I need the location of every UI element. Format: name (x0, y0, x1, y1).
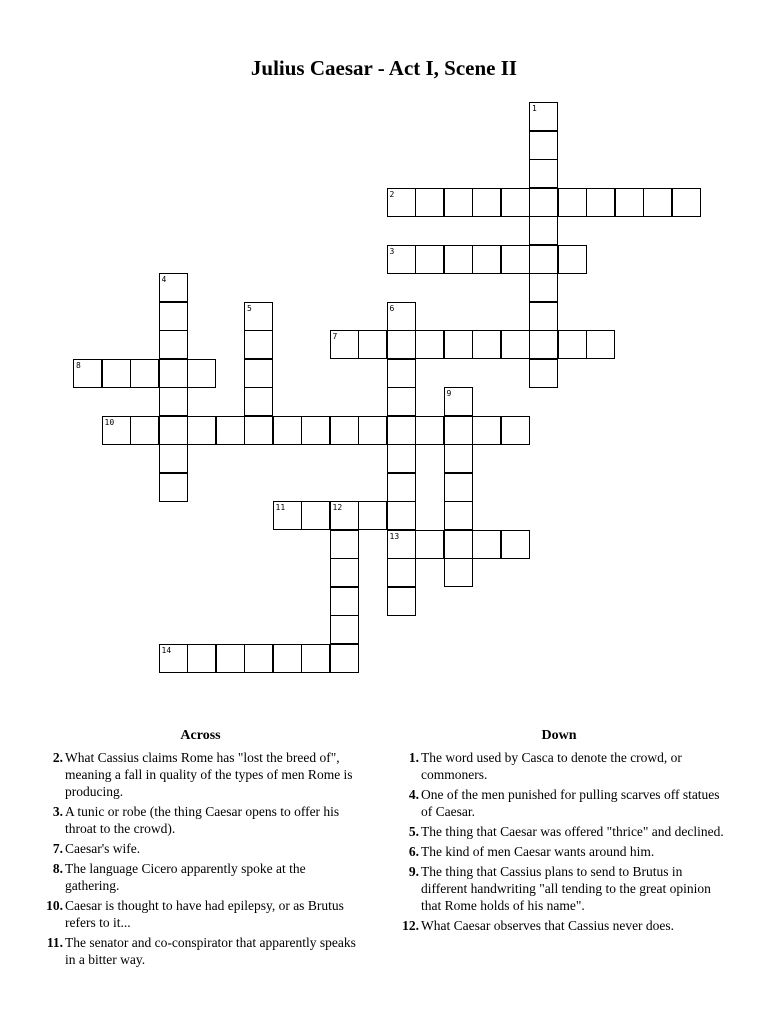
cell-number: 10 (104, 417, 115, 427)
grid-cell[interactable] (444, 444, 473, 473)
grid-cell[interactable] (330, 330, 359, 359)
grid-cell[interactable] (301, 644, 330, 673)
clue-number: 9. (408, 864, 419, 879)
down-clue (394, 863, 724, 914)
grid-cell[interactable] (159, 644, 188, 673)
grid-cell[interactable] (387, 587, 416, 616)
down-clues (394, 728, 724, 937)
clue-text: Caesar's wife. (65, 841, 141, 856)
grid-cell[interactable] (387, 330, 416, 359)
clue-text: The kind of men Caesar wants around him. (421, 844, 655, 859)
clue-number: 10. (46, 898, 63, 913)
down-clue (394, 917, 724, 934)
grid-cell[interactable] (159, 330, 188, 359)
down-clue (394, 823, 724, 840)
grid-cell[interactable] (444, 330, 473, 359)
grid-cell[interactable] (387, 473, 416, 502)
grid-cell[interactable] (130, 359, 159, 388)
grid-cell[interactable] (216, 644, 245, 673)
grid-cell[interactable] (387, 188, 416, 217)
grid-cell[interactable] (187, 644, 216, 673)
grid-cell[interactable] (501, 188, 530, 217)
clue-number: 1. (408, 750, 419, 765)
grid-cell[interactable] (529, 188, 558, 217)
grid-cell[interactable] (330, 587, 359, 616)
grid-cell[interactable] (301, 416, 330, 445)
grid-cell[interactable] (387, 359, 416, 388)
grid-cell[interactable] (330, 416, 359, 445)
down-heading: Down (541, 728, 577, 743)
grid-cell[interactable] (330, 644, 359, 673)
grid-cell[interactable] (330, 530, 359, 559)
grid-cell[interactable] (529, 330, 558, 359)
grid-cell[interactable] (615, 188, 644, 217)
grid-cell[interactable] (244, 644, 273, 673)
clue-text: The thing that Cassius plans to send to Brutus in different handwriting "all tending to the great opinion that Rome holds of his name". (421, 864, 711, 913)
cell-number: 4 (161, 275, 167, 284)
grid-cell[interactable] (159, 473, 188, 502)
cell-number: 7 (332, 332, 338, 341)
grid-cell[interactable] (586, 188, 615, 217)
grid-cell[interactable] (529, 131, 558, 160)
grid-cell[interactable] (415, 245, 444, 274)
clue-number: 11. (46, 935, 63, 950)
grid-cell[interactable] (159, 273, 188, 302)
grid-cell[interactable] (529, 102, 558, 131)
grid-cell[interactable] (102, 416, 131, 445)
grid-cell[interactable] (529, 245, 558, 274)
grid-cell[interactable] (558, 330, 587, 359)
grid-cell[interactable] (130, 416, 159, 445)
across-clue (38, 803, 363, 837)
grid-cell[interactable] (387, 558, 416, 587)
grid-cell[interactable] (330, 558, 359, 587)
across-clue (38, 749, 363, 800)
down-clue (394, 749, 724, 783)
cell-number: 5 (247, 303, 252, 313)
grid-cell[interactable] (472, 245, 501, 274)
clue-text: What Cassius claims Rome has "lost the breed of", meaning a fall in quality of the types of men Rome is producing. (65, 750, 353, 799)
grid-cell[interactable] (159, 359, 188, 388)
grid-cell[interactable] (216, 416, 245, 445)
grid-cell[interactable] (529, 159, 558, 188)
grid-cell[interactable] (244, 302, 273, 331)
clue-text: The language Cicero apparently spoke at the gathering. (65, 861, 306, 893)
grid-cell[interactable] (102, 359, 131, 388)
cell-number: 8 (76, 360, 81, 370)
grid-cell[interactable] (444, 473, 473, 502)
grid-cell[interactable] (273, 416, 302, 445)
grid-cell[interactable] (244, 416, 273, 445)
grid-cell[interactable] (501, 245, 530, 274)
grid-cell[interactable] (301, 501, 330, 530)
down-clue (394, 786, 724, 820)
page-title: Julius Caesar - Act I, Scene II (250, 56, 518, 80)
clue-number: 6. (408, 844, 419, 859)
clue-text: The word used by Casca to denote the crowd, or commoners. (421, 750, 682, 782)
grid-cell[interactable] (244, 387, 273, 416)
grid-cell[interactable] (415, 530, 444, 559)
cell-number: 12 (332, 503, 343, 512)
grid-cell[interactable] (387, 302, 416, 331)
grid-cell[interactable] (444, 188, 473, 217)
grid-cell[interactable] (643, 188, 672, 217)
grid-cell[interactable] (273, 644, 302, 673)
grid-cell[interactable] (244, 330, 273, 359)
grid-cell[interactable] (387, 444, 416, 473)
across-clue (38, 860, 363, 894)
grid-cell[interactable] (472, 530, 501, 559)
cell-number: 13 (389, 531, 400, 541)
cell-number: 3 (389, 246, 395, 256)
clue-number: 3. (52, 804, 63, 819)
grid-cell[interactable] (330, 501, 359, 530)
grid-cell[interactable] (358, 416, 387, 445)
grid-cell[interactable] (529, 359, 558, 388)
grid-cell[interactable] (501, 416, 530, 445)
clue-number: 12. (402, 918, 419, 933)
grid-cell[interactable] (586, 330, 615, 359)
clue-number: 4. (408, 787, 419, 802)
grid-cell[interactable] (387, 245, 416, 274)
grid-cell[interactable] (159, 387, 188, 416)
grid-cell[interactable] (558, 245, 587, 274)
down-clue (394, 843, 724, 860)
clue-text: The senator and co-conspirator that apparently speaks in a bitter way. (65, 935, 356, 967)
grid-cell[interactable] (73, 359, 102, 388)
grid-cell[interactable] (159, 302, 188, 331)
grid-cell[interactable] (244, 359, 273, 388)
grid-cell[interactable] (187, 416, 216, 445)
grid-cell[interactable] (444, 530, 473, 559)
across-clue (38, 934, 363, 968)
across-clue (38, 897, 363, 931)
grid-cell[interactable] (529, 302, 558, 331)
grid-cell[interactable] (387, 530, 416, 559)
grid-cell[interactable] (444, 245, 473, 274)
grid-cell[interactable] (501, 330, 530, 359)
grid-cell[interactable] (558, 188, 587, 217)
clue-text: One of the men punished for pulling scarves off statues of Caesar. (421, 787, 720, 819)
cell-number: 1 (532, 104, 537, 113)
clue-number: 7. (52, 841, 63, 856)
grid-cell[interactable] (415, 416, 444, 445)
cell-number: 6 (389, 303, 395, 313)
grid-cell[interactable] (444, 558, 473, 587)
clue-text: What Caesar observes that Cassius never does. (421, 918, 675, 933)
cell-number: 14 (161, 645, 172, 655)
across-clue (38, 840, 363, 857)
grid-cell[interactable] (472, 416, 501, 445)
grid-cell[interactable] (529, 216, 558, 245)
cell-number: 9 (446, 389, 452, 398)
grid-cell[interactable] (444, 416, 473, 445)
clue-number: 5. (408, 824, 419, 839)
cell-number: 2 (389, 189, 395, 199)
clue-text: The thing that Caesar was offered "thrice" and declined. (421, 824, 724, 839)
clue-text: Caesar is thought to have had epilepsy, or as Brutus refers to it... (65, 898, 344, 930)
grid-cell[interactable] (444, 501, 473, 530)
grid-cell[interactable] (444, 387, 473, 416)
grid-cell[interactable] (159, 416, 188, 445)
clue-text: A tunic or robe (the thing Caesar opens to offer his throat to the crowd). (65, 804, 340, 836)
grid-cell[interactable] (387, 501, 416, 530)
grid-cell[interactable] (472, 188, 501, 217)
grid-cell[interactable] (529, 273, 558, 302)
clue-number: 8. (52, 861, 63, 876)
grid-cell[interactable] (159, 444, 188, 473)
grid-cell[interactable] (273, 501, 302, 530)
clue-number: 2. (52, 750, 63, 765)
grid-cell[interactable] (358, 330, 387, 359)
grid-cell[interactable] (472, 330, 501, 359)
grid-cell[interactable] (415, 188, 444, 217)
grid-cell[interactable] (330, 615, 359, 644)
grid-cell[interactable] (187, 359, 216, 388)
grid-cell[interactable] (387, 387, 416, 416)
grid-cell[interactable] (387, 416, 416, 445)
cell-number: 11 (275, 503, 286, 512)
grid-cell[interactable] (501, 530, 530, 559)
grid-cell[interactable] (415, 330, 444, 359)
grid-cell[interactable] (358, 501, 387, 530)
across-clues (38, 728, 363, 971)
grid-cell[interactable] (672, 188, 701, 217)
across-heading: Across (180, 728, 221, 743)
